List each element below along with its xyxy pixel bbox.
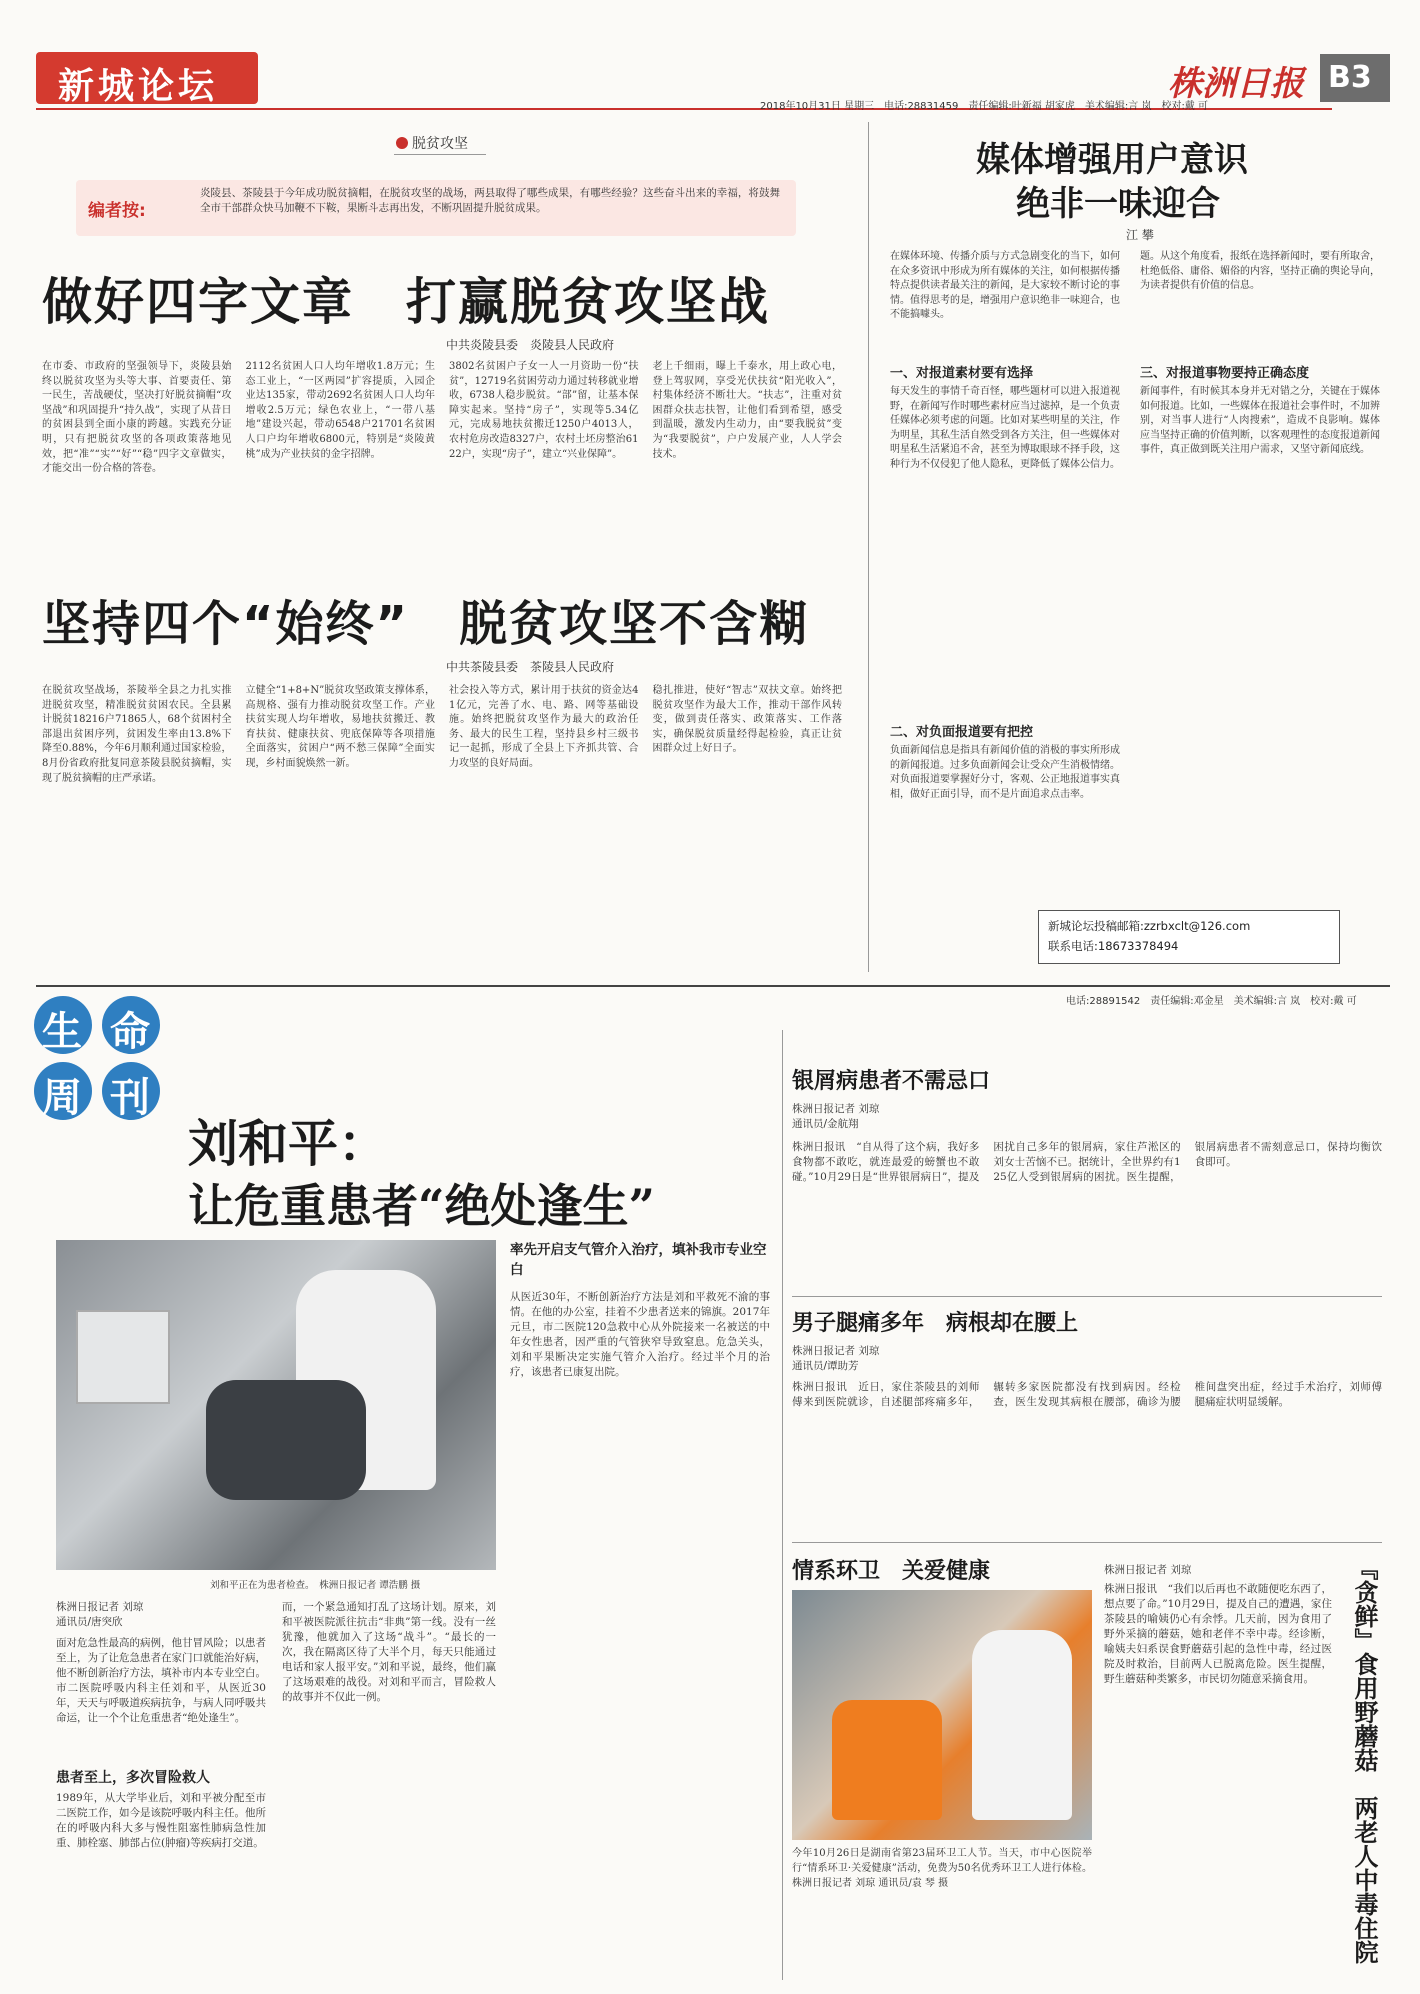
media-sec2-text: 负面新闻信息是指具有新闻价值的消极的事实所形成的新闻报道。过多负面新闻会让受众产生消极情绪。对负面报道要掌握好分寸，客观、公正地报道事实真相，做好正面引导，而不是片面追求点击率。 — [890, 745, 1120, 800]
article1-col4: 老上千细雨，曝上千泰水，用上政心电，登上驾驭网，享受光伏扶贫“阳光收入”，村集体经济不断壮大。“扶志”，注重对贫困群众扶志扶智，让他们看到希望，感受到温暖，激发内生动力，由“要我脱贫”变为“我要脱贫”，户户发展产业，人人学会技术。 — [652, 361, 842, 460]
feature-title-line1: 刘和平： — [188, 1114, 388, 1173]
newspaper-brand: 株洲日报 — [1168, 64, 1304, 104]
feature-photo — [56, 1240, 496, 1570]
feature-lead-title: 率先开启支气管介入治疗，填补我市专业空白 — [510, 1242, 767, 1278]
article1-col3: 3802名贫困户子女一人一月资助一份“扶贫”，12719名贫困劳动力通过转移就业增收，6738人稳步脱贫。“部”留，让基本保障实起来。坚持“房子”，实现等5.34亿元，完成易地扶贫搬迁1250户4013人，农村危房改造8327户，农村土坯房整治6122户，实现“房子”，建立“兴业保障”。 — [449, 361, 639, 460]
column-divider — [868, 122, 869, 972]
sanitation-headline: 情系环卫 关爱健康 — [792, 1559, 991, 1584]
article2-col3: 社会投入等方式，累计用于扶贫的资金达41亿元，完善了水、电、路、网等基础设施。始终把脱贫攻坚作为最大的政治任务、最大的民生工程，坚持县乡村三级书记一起抓，形成了全县上下齐抓共管、合力攻坚的良好局面。 — [449, 685, 639, 769]
article1-col2: 2112名贫困人口人均年增收1.8万元；生态工业上，“一区两园”扩容提质，入园企业达135家，带动2692名贫困人口人均年增收2.5万元；绿色农业上，“一带八基地”建设兴起，带动6548户21701名贫困人口户均年增收6800元，特别是“炎陵黄桃”成为产业扶贫的金字招牌。 — [245, 361, 435, 460]
media-right-column — [1140, 250, 1380, 900]
silver-text: 株洲日报讯 “自从得了这个病，我好多食物都不敢吃，就连最爱的螃蟹也不敢碰。”10月29日是“世界银屑病日”，提及困扰自己多年的银屑病，家住芦淞区的刘女士苦恼不已。据统计，全世界约有125亿人受到银屑病的困扰。医生提醒，银屑病患者不需刻意忌口，保持均衡饮食即可。 — [792, 1141, 1382, 1183]
sanitation-caption: 今年10月26日是湖南省第23届环卫工人节。当天，市中心医院举行“情系环卫·关爱健康”活动，免费为50名优秀环卫工人进行体检。株洲日报记者 刘琼 通讯员/袁 琴 摄 — [792, 1848, 1092, 1889]
tag-bullet — [396, 137, 408, 149]
editor-note-text: 炎陵县、茶陵县于今年成功脱贫摘帽，在脱贫攻坚的战场，两县取得了哪些成果，有哪些经验？这些奋斗出来的幸福，将鼓舞全市干部群众快马加鞭不下鞍，果断斗志再出发，不断巩固提升脱贫成果。 — [200, 187, 780, 214]
life-char-2: 命 — [110, 1009, 150, 1055]
feature-left-text: 面对危急性最高的病例，他甘冒风险；以患者至上，为了让危急患者在家门口就能治好病，他不断创新治疗方法，填补市内本专业空白。市二医院呼吸内科主任刘和平，从医近30年，天天与呼吸道疾病抗争，与病人同呼吸共命运，让一个个让危重患者“绝处逢生”。 — [56, 1637, 266, 1724]
photo-worker-vest — [832, 1700, 942, 1820]
contact-phone: 联系电话:18673378494 — [1048, 939, 1179, 953]
media-headline-line2: 绝非一味迎合 — [1016, 184, 1220, 224]
life-char-4: 刊 — [110, 1075, 150, 1121]
column-title: 新城论坛 — [58, 66, 219, 107]
article2-body — [42, 684, 842, 969]
photo-nurse — [972, 1630, 1072, 1820]
media-left-column — [890, 250, 1120, 900]
media-sec3-text: 新闻事件，有时候其本身并无对错之分，关键在于媒体如何报道。比如，一些媒体在报道社会事件时，不加辨别，对当事人进行“人肉搜索”，造成不良影响。媒体应当坚持正确的价值判断，以客观理性的态度报道新闻事件，真正做到既关注用户需求，又坚守新闻底线。 — [1140, 386, 1380, 456]
sanitation-rule — [792, 1542, 1382, 1543]
leg-byline: 株洲日报记者 刘琼 通讯员/谭助芳 — [792, 1345, 880, 1372]
section-divider — [36, 985, 1390, 987]
sanitation-photo — [792, 1590, 1092, 1840]
life-char-3: 周 — [42, 1075, 82, 1121]
media-headline-line1: 媒体增强用户意识 — [976, 140, 1248, 180]
photo-monitor — [76, 1310, 170, 1404]
feature-mid-column: 而，一个紧急通知打乱了这场计划。原来，刘和平被医院派往抗击“非典”第一线。没有一丝犹豫，他就加入了这场“战斗”。“最长的一次，我在隔离区待了大半个月，每天只能通过电话和家人报平安。”刘和平说，最终，他们赢了这场艰难的战役。对刘和平而言，冒险救人的故事并不仅此一例。 — [282, 1601, 496, 1703]
feature-byline: 株洲日报记者 刘琼 通讯员/唐突欣 — [56, 1601, 144, 1628]
life-char-1: 生 — [42, 1009, 82, 1055]
lower-meta: 电话:28891542 责任编辑:邓金星 美术编辑:言 岚 校对:戴 可 — [1066, 996, 1357, 1007]
mushroom-byline: 株洲日报记者 刘琼 — [1104, 1564, 1192, 1576]
article2-byline: 中共茶陵县委 茶陵县人民政府 — [446, 660, 615, 674]
media-author: 江 攀 — [1126, 228, 1154, 242]
life-label-box — [30, 992, 170, 1126]
media-right-text: 题。从这个角度看，报纸在选择新闻时，要有所取舍，杜绝低俗、庸俗、媚俗的内容，坚持正确的舆论导向，为读者提供有价值的信息。 — [1140, 251, 1380, 292]
silver-headline: 银屑病患者不需忌口 — [792, 1069, 991, 1094]
media-sec3-title: 三、对报道事物要持正确态度 — [1140, 366, 1310, 381]
mushroom-text: 株洲日报讯 “我们以后再也不敢随便吃东西了，想点要了命。”10月29日，提及自己的遭遇，家住茶陵县的喻姨仍心有余悸。几天前，因为食用了野外采摘的蘑菇，她和老伴不幸中毒。经诊断，喻姨夫妇系误食野蘑菇引起的急性中毒，经过医院及时救治，目前两人已脱离危险。医生提醒，野生蘑菇种类繁多，市民切勿随意采摘食用。 — [1104, 1583, 1332, 1685]
feature-right-column: 从医近30年，不断创新治疗方法是刘和平救死不渝的事情。在他的办公室，挂着不少患者送来的锦旗。2017年元旦，市二医院120急救中心从外院接来一名被送的中年女性患者，因严重的气管狭窄导致窒息。危急关头，刘和平果断决定实施气管介入治疗。经过半个月的治疗，该患者已康复出院。 — [510, 1291, 770, 1378]
mushroom-vertical-headline: 『贪鲜』食用野蘑菇 两老人中毒住院 — [1350, 1556, 1379, 1964]
leg-headline: 男子腿痛多年 病根却在腰上 — [792, 1311, 1079, 1336]
feature-subheading: 患者至上，多次冒险救人 — [56, 1770, 210, 1786]
silver-byline: 株洲日报记者 刘琼 通讯员/金航翔 — [792, 1103, 880, 1130]
page-meta: 2018年10月31日 星期三 电话:28831459 责任编辑:叶新福 胡家虎 美术编辑:言 岚 校对:戴 可 — [760, 101, 1208, 112]
feature-left-text2: 1989年，从大学毕业后，刘和平被分配至市二医院工作，如今是该院呼吸内科主任。他所在的呼吸内科大多与慢性阻塞性肺病急性加重、肺栓塞、肺部占位(肿瘤)等疾病打交道。 — [56, 1792, 266, 1849]
article1-col1: 在市委、市政府的坚强领导下，炎陵县始终以脱贫攻坚为头等大事、首要责任、第一民生，苦战硬仗，坚决打好脱贫摘帽“攻坚战”和巩固提升“持久战”，实现了从昔日的贫困县到全面小康的跨越。实践充分证明，只有把脱贫攻坚的各项政策落地见效，把“准”“实”“好”“稳”四字文章做实，才能交出一份合格的答卷。 — [42, 361, 232, 475]
article2-col4: 稳扎推进，使好“智志”双扶文章。始终把脱贫攻坚作为最大工作，推动干部作风转变，做到责任落实、政策落实、工作落实，确保脱贫质量经得起检验，真正让贫困群众过上好日子。 — [652, 685, 842, 755]
article1-headline: 做好四字文章 打赢脱贫攻坚战 — [42, 273, 770, 331]
article1-byline: 中共炎陵县委 炎陵县人民政府 — [446, 338, 615, 352]
media-sec2-title: 二、对负面报道要有把控 — [890, 725, 1034, 740]
tag-underline — [394, 154, 486, 155]
article2-col1: 在脱贫攻坚战场，茶陵举全县之力扎实推进脱贫攻坚，精准脱贫贫困农民。全县累计脱贫18216户71865人，68个贫困村全部退出贫困序列，贫困发生率由13.8%下降至0.88%，今年6月顺利通过国家检验，8月份省政府批复同意茶陵县脱贫摘帽，实现了脱贫摘帽的庄严承诺。 — [42, 685, 232, 784]
feature-photo-caption: 刘和平正在为患者检查。 株洲日报记者 谭浩鹏 摄 — [210, 1580, 421, 1591]
leg-rule — [792, 1296, 1382, 1297]
feature-title-line2: 让危重患者“绝处逢生” — [188, 1179, 655, 1233]
media-sec1-text: 每天发生的事情千奇百怪，哪些题材可以进入报道视野，在新闻写作时哪些素材应当过滤掉，是一个负责任媒体必须考虑的问题。比如对某些明星的关注，作为明星，其私生活自然受到各方关注，但一些媒体对明星私生活紧追不舍，甚至为博取眼球不择手段，这种行为不仅侵犯了他人隐私，更降低了媒体公信力。 — [890, 386, 1120, 470]
article2-headline: 坚持四个“始终” 脱贫攻坚不含糊 — [42, 596, 810, 652]
section-tag: 脱贫攻坚 — [412, 136, 468, 152]
lower-column-divider — [782, 1030, 783, 1980]
contact-email: 新城论坛投稿邮箱:zzrbxclt@126.com — [1048, 919, 1251, 933]
editor-note-label: 编者按: — [88, 201, 146, 221]
leg-text: 株洲日报讯 近日，家住茶陵县的刘师傅来到医院就诊，自述腿部疼痛多年，辗转多家医院都没有找到病因。经检查，医生发现其病根在腰部，确诊为腰椎间盘突出症，经过手术治疗，刘师傅腿痛症状明显缓解。 — [792, 1381, 1382, 1408]
article2-col2: 立健全“1+8+N”脱贫攻坚政策支撑体系，高规格、强有力推动脱贫攻坚工作。产业扶贫实现人均年增收，易地扶贫搬迁、教育扶贫、健康扶贫、兜底保障等各项措施全面落实，贫困户“两不愁三保障”全面实现，乡村面貌焕然一新。 — [245, 685, 435, 769]
feature-left-column — [56, 1636, 266, 1981]
media-intro: 在媒体环境、传播介质与方式急剧变化的当下，如何在众多资讯中形成为所有媒体的关注，如何根据传播特点提供读者最关注的新闻，是大家较不断讨论的事情。值得思考的是，增强用户意识绝非一味迎合，也不能搞噱头。 — [890, 251, 1120, 321]
media-sec1-title: 一、对报道素材要有选择 — [890, 366, 1034, 381]
photo-patient — [206, 1380, 366, 1500]
article1-body — [42, 360, 842, 555]
page-number: B3 — [1328, 60, 1372, 95]
